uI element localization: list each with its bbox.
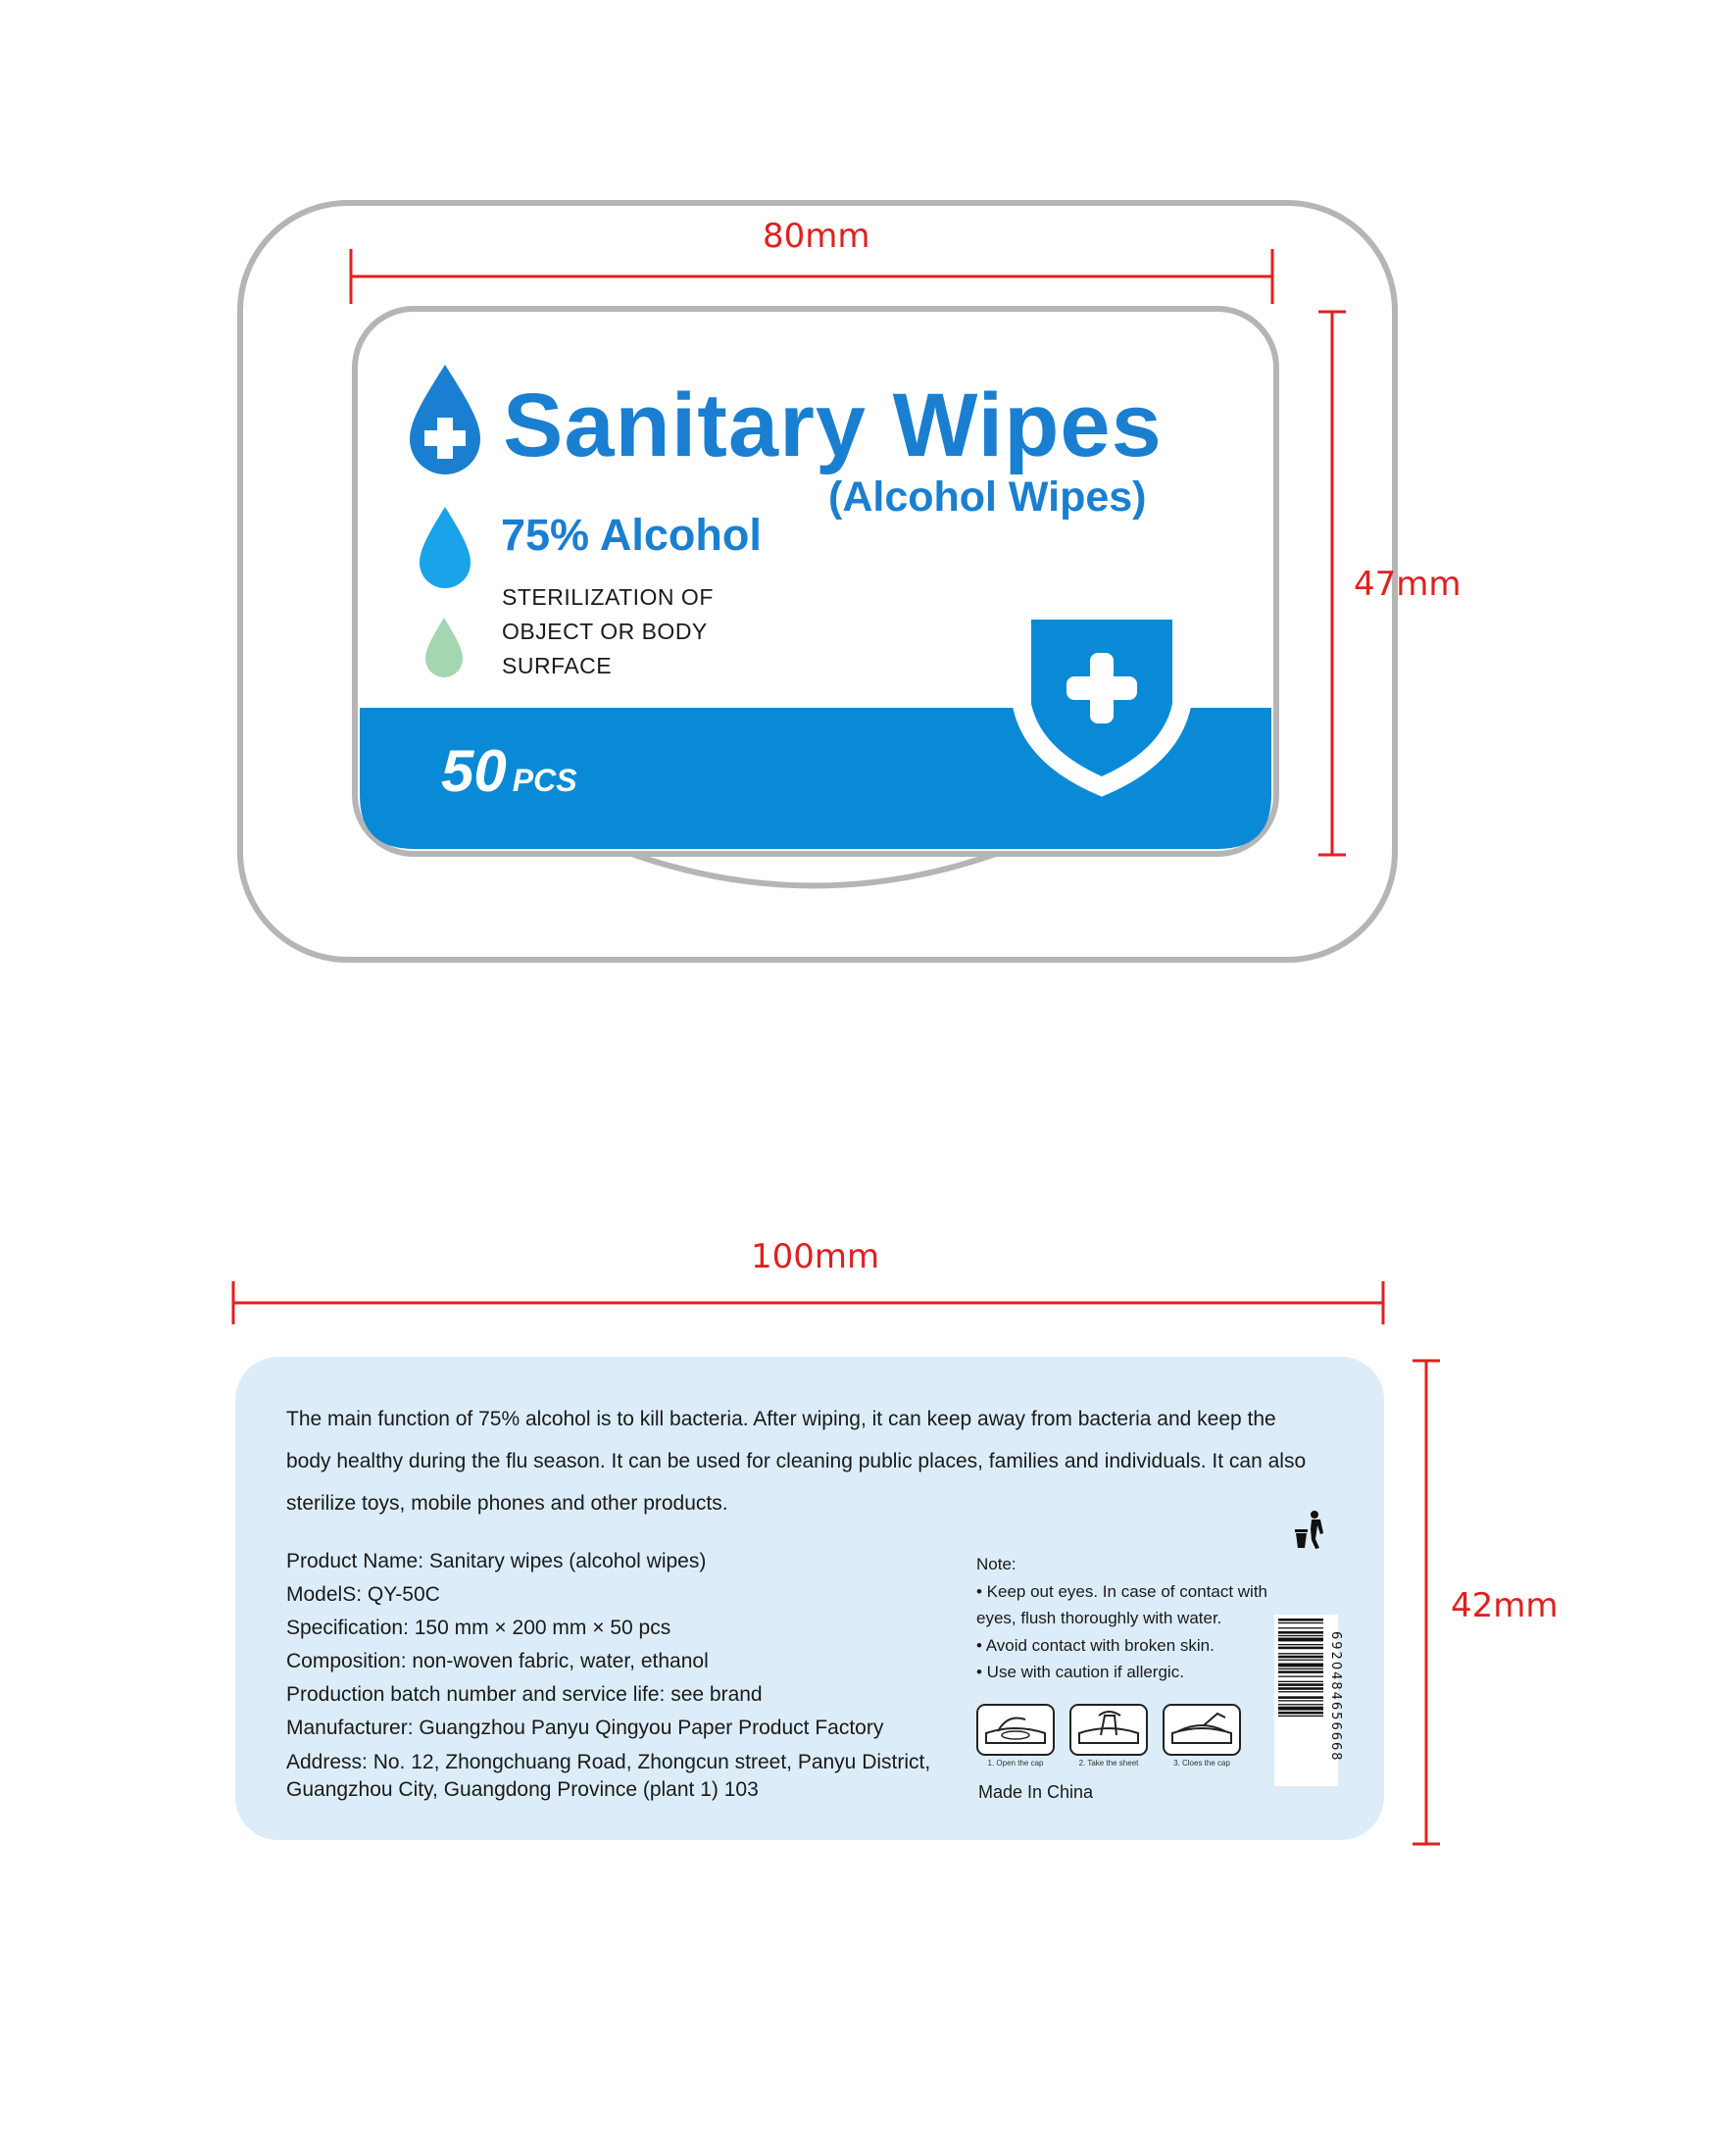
sterilization-line: STERILIZATION OF <box>502 584 714 610</box>
dimension-label-47mm: 47mm <box>1354 565 1462 604</box>
trash-bin-icon <box>1294 1510 1327 1549</box>
barcode-bar <box>1278 1622 1323 1623</box>
intro-line: body healthy during the flu season. It can be used for cleaning public places, families and individuals. It can also <box>286 1450 1307 1472</box>
barcode-bar <box>1278 1683 1323 1686</box>
safety-notes <box>976 1551 1300 1686</box>
barcode-bar <box>1278 1638 1323 1642</box>
barcode-bar <box>1278 1691 1323 1692</box>
spec-product-name: Product Name: Sanitary wipes (alcohol wipes) <box>286 1550 707 1572</box>
barcode-bar <box>1278 1644 1323 1645</box>
alcohol-percentage: 75% Alcohol <box>501 510 762 560</box>
count-number: 50 <box>441 738 507 804</box>
dimension-label-80mm: 80mm <box>763 217 870 256</box>
take-sheet-icon <box>1069 1704 1148 1756</box>
spec-composition: Composition: non-woven fabric, water, ethanol <box>286 1650 709 1672</box>
barcode-bar <box>1278 1653 1323 1654</box>
sterilization-line: OBJECT OR BODY <box>502 619 708 644</box>
dimension-label-100mm: 100mm <box>751 1237 880 1276</box>
dimension-100mm-line <box>233 1281 1383 1324</box>
close-cap-icon <box>1163 1704 1241 1756</box>
spec-specification: Specification: 150 mm × 200 mm × 50 pcs <box>286 1617 671 1639</box>
note-heading: Note: <box>976 1555 1017 1573</box>
intro-line: sterilize toys, mobile phones and other products. <box>286 1492 728 1515</box>
barcode-bar <box>1278 1619 1323 1621</box>
spec-model: ModelS: QY-50C <box>286 1583 440 1606</box>
barcode-bar <box>1278 1656 1323 1659</box>
barcode-bar <box>1278 1707 1323 1711</box>
product-subtitle: (Alcohol Wipes) <box>828 473 1147 521</box>
barcode-bar <box>1278 1676 1323 1677</box>
barcode-bar <box>1278 1631 1323 1634</box>
spec-manufacturer: Manufacturer: Guangzhou Panyu Qingyou Paper Product Factory <box>286 1717 884 1739</box>
spec-address: Address: No. 12, Zhongchuang Road, Zhongcun street, Panyu District, <box>286 1751 931 1773</box>
barcode-bar <box>1278 1712 1323 1715</box>
product-title: Sanitary Wipes <box>503 375 1163 475</box>
made-in-label: Made In China <box>978 1782 1094 1802</box>
note-item: • Use with caution if allergic. <box>976 1663 1184 1681</box>
barcode-bar <box>1278 1687 1323 1690</box>
barcode-bar <box>1278 1670 1323 1673</box>
usage-steps <box>976 1704 1270 1768</box>
step-open-cap <box>976 1704 1055 1768</box>
step-close-cap <box>1163 1704 1241 1768</box>
note-item: eyes, flush thoroughly with water. <box>976 1609 1222 1627</box>
dimension-label-42mm: 42mm <box>1451 1586 1559 1625</box>
barcode-bar <box>1278 1647 1323 1650</box>
barcode-bar <box>1278 1704 1323 1705</box>
dimension-42mm-line <box>1413 1361 1440 1844</box>
count-unit: PCS <box>512 763 577 798</box>
step-caption: 2. Take the sheet <box>1078 1759 1139 1768</box>
barcode-bar <box>1278 1716 1323 1717</box>
note-item: • Keep out eyes. In case of contact with <box>976 1581 1268 1601</box>
sterilization-text <box>502 580 714 683</box>
product-specs <box>286 1545 963 1804</box>
barcode-bar <box>1278 1681 1323 1682</box>
step-caption: 1. Open the cap <box>987 1759 1044 1768</box>
intro-line: The main function of 75% alcohol is to kill bacteria. After wiping, it can keep away from bacteria and keep the <box>286 1408 1276 1430</box>
dimension-47mm-line <box>1318 312 1346 855</box>
piece-count <box>441 737 577 805</box>
barcode-bar <box>1278 1700 1323 1701</box>
barcode-bar <box>1278 1696 1323 1699</box>
dimension-80mm-line <box>351 249 1272 304</box>
sterilization-line: SURFACE <box>502 653 613 678</box>
barcode-bar <box>1278 1627 1323 1628</box>
barcode-bar <box>1278 1635 1323 1636</box>
open-cap-icon <box>976 1704 1055 1756</box>
barcode-bar <box>1278 1664 1323 1668</box>
intro-paragraph <box>286 1398 1335 1524</box>
spec-address-cont: Guangzhou City, Guangdong Province (plant 1) 103 <box>286 1778 759 1801</box>
note-item: • Avoid contact with broken skin. <box>976 1635 1215 1655</box>
step-caption: 3. Cloes the cap <box>1173 1759 1230 1768</box>
spec-batch: Production batch number and service life: see brand <box>286 1683 763 1706</box>
barcode-number: 6920484656668 <box>1328 1631 1343 1763</box>
step-take-sheet <box>1069 1704 1148 1768</box>
barcode-bar <box>1278 1660 1323 1661</box>
